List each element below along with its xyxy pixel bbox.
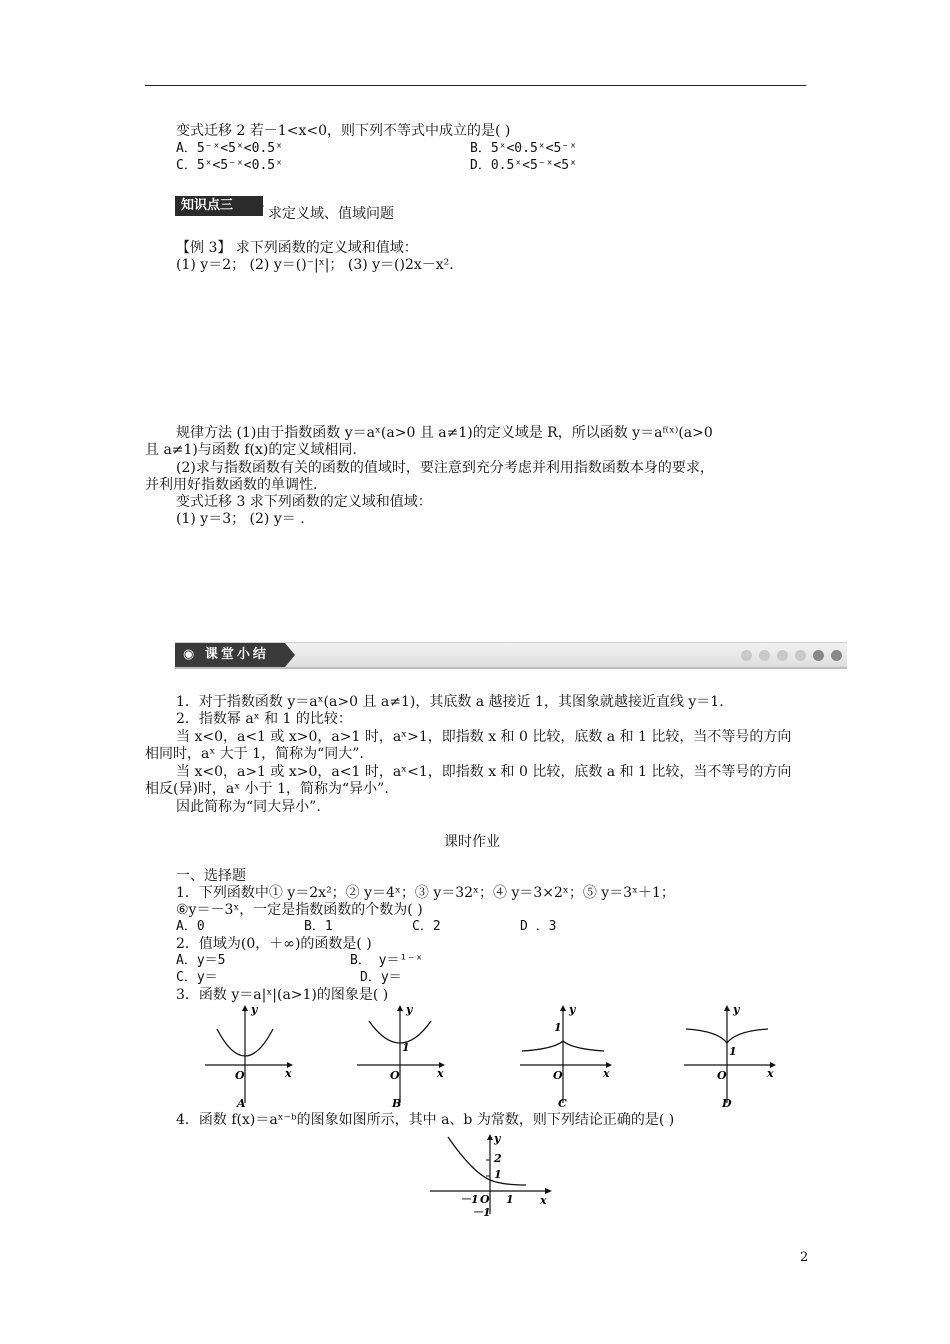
- ex2-option-d: D．0.5ˣ<5⁻ˣ<5ˣ: [470, 158, 577, 173]
- svg-text:y: y: [494, 1132, 501, 1145]
- summary-p4b: 相反(异)时，aˣ 小于 1，简称为“异小”.: [145, 781, 389, 797]
- graph-c-label: C: [558, 1097, 567, 1108]
- q2-stem: 2．值域为(0，＋∞)的函数是( ): [176, 936, 372, 952]
- svg-text:y: y: [251, 1003, 258, 1016]
- svg-text:y: y: [569, 1003, 576, 1016]
- q4-stem: 4．函数 f(x)＝aˣ⁻ᵇ的图象如图所示，其中 a、b 为常数，则下列结论正确的是( ): [176, 1112, 675, 1128]
- homework-title: 课时作业: [444, 834, 500, 850]
- ex3-title: 变式迁移 3 求下列函数的定义域和值域：: [176, 494, 432, 510]
- summary-p3b: 相同时，aˣ 大于 1，简称为“同大”.: [145, 746, 364, 762]
- svg-text:x: x: [540, 1194, 547, 1207]
- svg-text:x: x: [603, 1067, 610, 1080]
- header-rule: [145, 85, 806, 86]
- summary-banner-label: ◉ 课堂小结: [175, 643, 285, 667]
- method-line3: (2)求与指数函数有关的函数的值域时，要注意到充分考虑并利用指数函数本身的要求，: [176, 460, 714, 476]
- method-line2: 且 a≠1)与函数 f(x)的定义域相同.: [145, 442, 357, 458]
- q1-line1: 1．下列函数中① y＝2x²；② y＝4ˣ；③ y＝32ˣ；④ y＝3×2ˣ；⑤ y＝3ˣ＋1；: [176, 885, 675, 901]
- q2-option-d: D．y＝: [360, 970, 402, 985]
- svg-text:O: O: [390, 1069, 400, 1082]
- svg-text:O: O: [717, 1069, 727, 1082]
- svg-text:y: y: [733, 1003, 740, 1016]
- homework-section: 一、选择题: [176, 868, 246, 884]
- svg-text:x: x: [437, 1067, 444, 1080]
- summary-p1: 1．对于指数函数 y＝aˣ(a>0 且 a≠1)，其底数 a 越接近 1，其图象就越接近直线 y＝1.: [176, 694, 724, 710]
- ex2-question: 变式迁移 2 若－1<x<0，则下列不等式中成立的是( ): [176, 123, 511, 139]
- svg-text:x: x: [285, 1067, 292, 1080]
- q1-option-b: B．1: [304, 919, 333, 934]
- method-line1: 规律方法 (1)由于指数函数 y＝aˣ(a>0 且 a≠1)的定义域是 R，所以函数 y＝aᶠ⁽ˣ⁾(a>0: [176, 425, 713, 441]
- svg-text:1: 1: [506, 1193, 514, 1206]
- summary-banner: [175, 642, 847, 669]
- banner-dot: [831, 650, 842, 661]
- q1-option-a: A．0: [176, 919, 205, 934]
- banner-dot: [795, 650, 806, 661]
- q2-option-b: B． y＝¹⁻ˣ: [350, 953, 423, 968]
- svg-text:O: O: [480, 1193, 490, 1206]
- graph-a-label: A: [237, 1097, 246, 1108]
- svg-text:x: x: [767, 1067, 774, 1080]
- graph-c: [518, 1003, 618, 1112]
- q1-option-c: C．2: [412, 919, 441, 934]
- ex2-option-c: C．5ˣ<5⁻ˣ<0.5ˣ: [176, 158, 283, 173]
- summary-p2: 2．指数幂 aˣ 和 1 的比较：: [176, 711, 352, 727]
- svg-text:1: 1: [494, 1168, 502, 1181]
- method-line4: 并利用好指数函数的单调性.: [145, 477, 318, 493]
- graph-d-label: D: [722, 1097, 732, 1108]
- q3-stem: 3．函数 y＝a|ˣ|(a>1)的图象是( ): [176, 987, 389, 1003]
- svg-text:1: 1: [729, 1045, 737, 1058]
- ex2-option-a: A．5⁻ˣ<5ˣ<0.5ˣ: [176, 141, 283, 156]
- q1-option-d: D ．3: [520, 919, 557, 934]
- graph-d: [682, 1003, 782, 1112]
- summary-p5: 因此简称为“同大异小”.: [176, 799, 321, 815]
- q4-graph: [428, 1132, 558, 1226]
- q2-option-a: A．y＝5: [176, 953, 226, 968]
- example3-parts: (1) y＝2； (2) y＝()⁻|ˣ|； (3) y＝()2x－x².: [176, 257, 454, 273]
- summary-p4a: 当 x<0，a>1 或 x>0，a<1 时，aˣ<1，即指数 x 和 0 比较，底数 a 和 1 比较，当不等号的方向: [176, 764, 792, 780]
- svg-text:O: O: [553, 1069, 563, 1082]
- banner-dot: [777, 650, 788, 661]
- summary-p3a: 当 x<0，a<1 或 x>0，a>1 时，aˣ>1，即指数 x 和 0 比较，底数 a 和 1 比较，当不等号的方向: [176, 729, 792, 745]
- banner-dot: [759, 650, 770, 661]
- svg-text:1: 1: [402, 1041, 410, 1054]
- graph-b-label: B: [392, 1097, 402, 1108]
- example3-title: 【例 3】 求下列函数的定义域和值域：: [176, 240, 418, 256]
- ex3-parts: (1) y＝3； (2) y＝ .: [176, 511, 305, 527]
- graph-a: [203, 1003, 298, 1112]
- svg-text:－1: －1: [460, 1193, 479, 1206]
- svg-text:y: y: [406, 1003, 413, 1016]
- page-number: 2: [800, 1250, 809, 1265]
- svg-text:－1: －1: [472, 1206, 491, 1219]
- q2-option-c: C．y＝: [176, 970, 218, 985]
- svg-text:O: O: [235, 1069, 245, 1082]
- section-badge-arrow: [250, 196, 264, 216]
- graph-b: [355, 1003, 450, 1112]
- section-title: 求定义域、值域问题: [268, 206, 394, 222]
- svg-text:1: 1: [554, 1021, 562, 1034]
- ex2-option-b: B．5ˣ<0.5ˣ<5⁻ˣ: [470, 141, 577, 156]
- banner-dot: [741, 650, 752, 661]
- svg-text:2: 2: [494, 1152, 502, 1165]
- q1-line2: ⑥y＝－3ˣ，一定是指数函数的个数为( ): [176, 902, 423, 918]
- section-badge: 知识点三: [175, 196, 263, 216]
- banner-dot: [813, 650, 824, 661]
